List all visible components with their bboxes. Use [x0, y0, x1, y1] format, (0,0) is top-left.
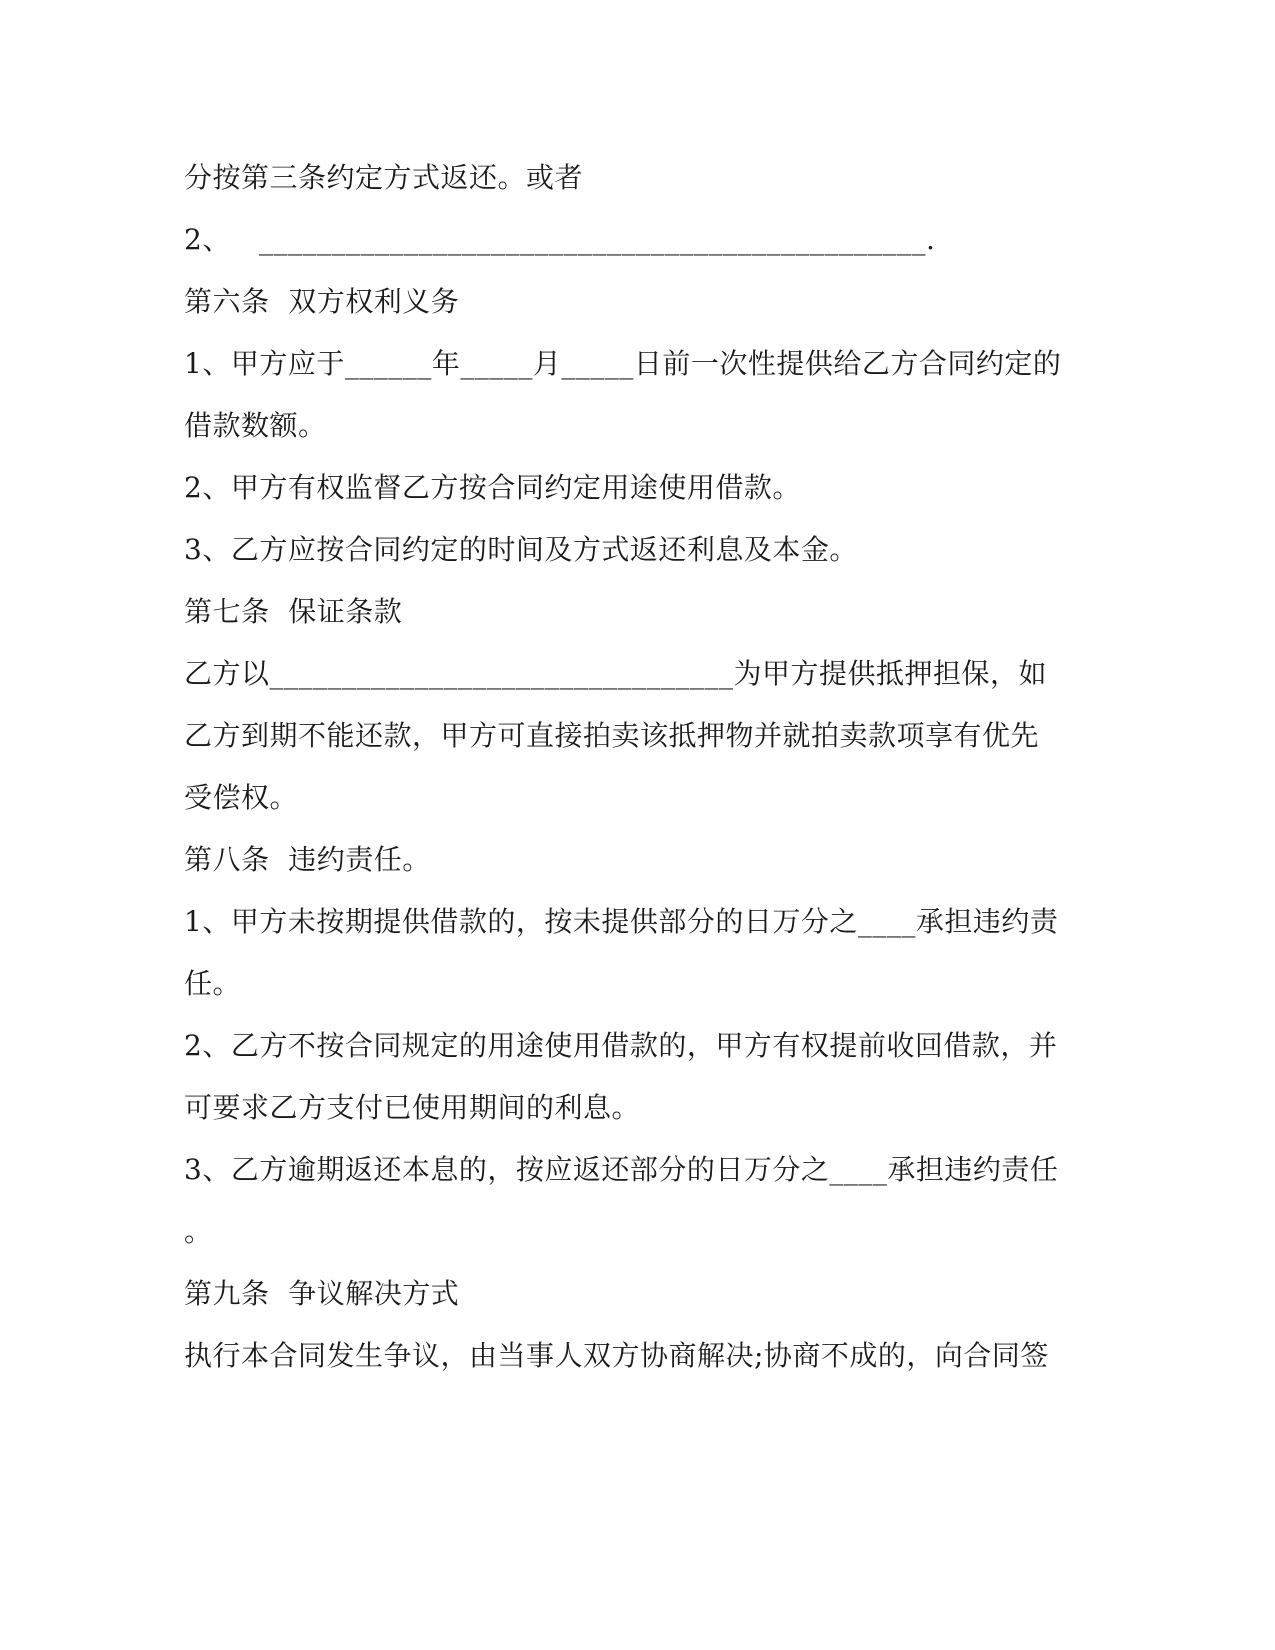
text-line: 执行本合同发生争议，由当事人双方协商解决;协商不成的，向合同签 [184, 1339, 1049, 1372]
text-line: 受偿权。 [184, 781, 299, 814]
text-line: 2、甲方有权监督乙方按合同约定用途使用借款。 [184, 471, 801, 504]
text-line: 可要求乙方支付已使用期间的利息。 [184, 1091, 641, 1124]
text-line: 分按第三条约定方式返还。或者 [184, 161, 584, 194]
text-line: 1、甲方应于______年_____月_____日前一次性提供给乙方合同约定的 [184, 347, 1062, 380]
section-heading: 第九条 争议解决方式 [184, 1277, 460, 1310]
text-line: 借款数额。 [184, 409, 327, 442]
section-heading: 第七条 保证条款 [184, 595, 403, 628]
text-line: 3、乙方应按合同约定的时间及方式返还利息及本金。 [184, 533, 858, 566]
text-line: 1、甲方未按期提供借款的，按未提供部分的日万分之____承担违约责 [184, 905, 1059, 938]
text-line: 。 [184, 1215, 213, 1248]
section-heading: 第六条 双方权利义务 [184, 285, 460, 318]
text-line: 乙方以________________________________为甲方提供抵押担保，如 [184, 657, 1048, 690]
text-line: 任。 [184, 967, 242, 1000]
text-line: 2、 ______________________________________________. [184, 223, 936, 256]
text-line: 乙方到期不能还款，甲方可直接拍卖该抵押物并就拍卖款项享有优先 [184, 719, 1040, 752]
section-heading: 第八条 违约责任。 [184, 843, 431, 876]
text-line: 2、乙方不按合同规定的用途使用借款的，甲方有权提前收回借款，并 [184, 1029, 1058, 1062]
text-line: 3、乙方逾期返还本息的，按应返还部分的日万分之____承担违约责任 [184, 1153, 1059, 1186]
